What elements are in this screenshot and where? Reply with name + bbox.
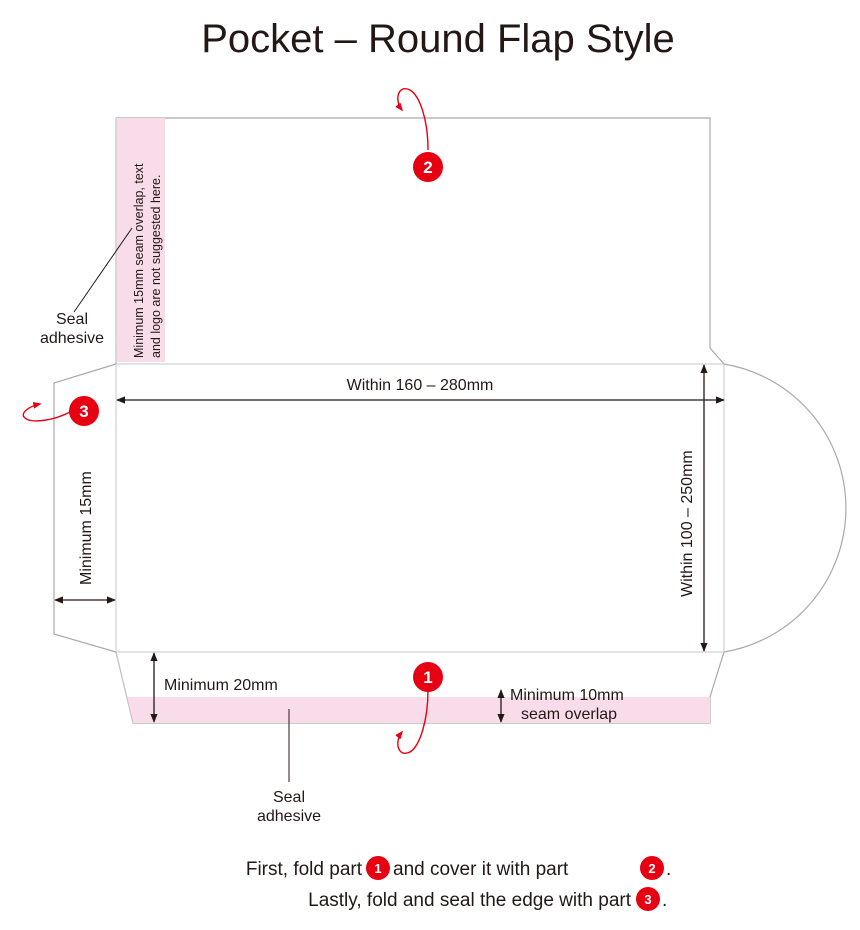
- svg-text:1: 1: [374, 861, 382, 876]
- instruction-line1-end: .: [666, 859, 672, 880]
- instruction-badge-part2: [640, 856, 664, 880]
- svg-text:3: 3: [79, 402, 89, 421]
- svg-text:3: 3: [644, 892, 652, 907]
- seam-overlap-label-line2: seam overlap: [521, 706, 618, 723]
- instruction-line1-start: First, fold part: [245, 859, 362, 880]
- seal-left-label-line1: Seal: [55, 311, 89, 328]
- instruction-line2-start: Lastly, fold and seal the edge with part: [308, 890, 631, 911]
- height-dimension-label: Within 100 – 250mm: [679, 450, 696, 597]
- badge-part1: [413, 662, 443, 692]
- svg-text:2: 2: [648, 861, 656, 876]
- top-strip-note-line1: Minimum 15mm seam overlap, text: [132, 163, 146, 358]
- width-dimension-label: Within 160 – 280mm: [346, 377, 494, 394]
- bottom-flap-dimension-label: Minimum 20mm: [164, 677, 278, 694]
- badge-part3: [69, 396, 99, 426]
- svg-text:1: 1: [423, 668, 433, 687]
- seal-bottom-label-line1: Seal: [272, 789, 306, 806]
- seal-bottom-label-line2: adhesive: [256, 808, 322, 825]
- dieline-outline: [54, 118, 846, 723]
- instruction-line1-middle: and cover it with part: [393, 859, 569, 880]
- instruction-badge-part1: [366, 856, 390, 880]
- svg-text:2: 2: [423, 158, 433, 177]
- page-title: Pocket – Round Flap Style: [201, 17, 675, 61]
- left-flap-dimension-label: Minimum 15mm: [78, 471, 95, 585]
- instruction-line2-end: .: [662, 890, 668, 911]
- top-strip-note-line2: and logo are not suggested here.: [149, 174, 163, 358]
- seal-left-label-line2: adhesive: [39, 330, 105, 347]
- instruction-badge-part3: [636, 887, 660, 911]
- seam-overlap-label-line1: Minimum 10mm: [510, 687, 624, 704]
- badge-part2: [413, 152, 443, 182]
